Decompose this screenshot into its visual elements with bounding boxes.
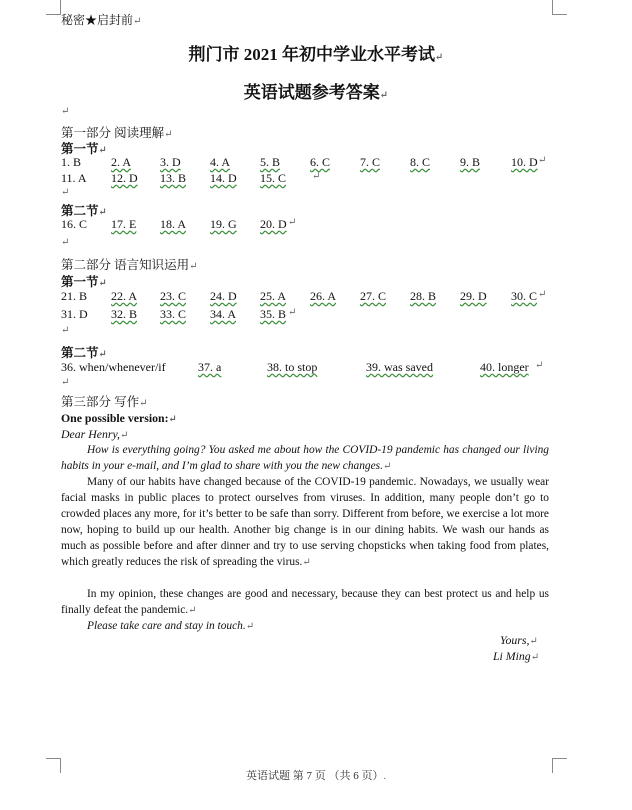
paragraph-mark: ↵ xyxy=(61,325,70,336)
answer-item: 33. C xyxy=(160,307,187,321)
answer-item: 6. C xyxy=(310,155,331,169)
answer-item: 32. B xyxy=(111,307,138,321)
answer-item: 4. A xyxy=(210,155,231,169)
answer-item: 23. C xyxy=(160,289,187,303)
essay-paragraph-4: Please take care and stay in touch.↵ xyxy=(87,620,255,632)
answer-item: 18. A xyxy=(160,217,187,231)
answer-item: 26. A xyxy=(310,289,337,303)
part1-section2-heading: 第二节↵ xyxy=(61,204,107,218)
answer-item: 37. a xyxy=(198,360,222,374)
answer-item: 11. A xyxy=(61,171,87,185)
answer-item: 2. A xyxy=(111,155,132,169)
part1-heading: 第一部分 阅读理解↵ xyxy=(61,126,173,140)
essay-paragraph-1: How is everything going? You asked me about how the COVID-19 pandemic has changed our living habits in your e-mail, and I’m glad to share with you the new changes.↵ xyxy=(61,444,549,472)
signature: Li Ming↵ xyxy=(493,649,540,663)
answer-row-21-30: 21. B 22. A 23. C 24. D 25. A 26. A 27. C 28. B 29. D 30. C ↵ xyxy=(61,289,547,303)
paragraph-mark: ↵ xyxy=(61,187,70,198)
answer-item: 36. when/whenever/if xyxy=(61,360,166,374)
answer-item: 31. D xyxy=(61,307,88,321)
paragraph-mark: ↵ xyxy=(61,377,70,388)
answer-item: 25. A xyxy=(260,289,287,303)
part1-section1-heading: 第一节↵ xyxy=(61,142,107,156)
answer-item: 8. C xyxy=(410,155,431,169)
answer-item: 30. C xyxy=(511,289,538,303)
answer-item: 13. B xyxy=(160,171,187,185)
answer-item: 19. G xyxy=(210,217,237,231)
closing: Yours,↵ xyxy=(500,633,538,647)
part3-heading: 第三部分 写作↵ xyxy=(61,395,148,409)
answer-row-31-35: 31. D 32. B 33. C 34. A 35. B ↵ xyxy=(61,307,297,321)
paragraph-mark: ↵ xyxy=(61,106,70,117)
answer-item: 10. D xyxy=(511,155,538,169)
answer-item: 14. D xyxy=(210,171,237,185)
secret-label: 秘密★启封前↵ xyxy=(61,13,142,27)
answer-item: 34. A xyxy=(210,307,237,321)
answer-item: 1. B xyxy=(61,155,82,169)
answer-item: 35. B xyxy=(260,307,287,321)
answer-item: 7. C xyxy=(360,155,381,169)
answer-item: 15. C xyxy=(260,171,287,185)
page-footer: 英语试题 第 7 页 （共 6 页）. xyxy=(246,770,386,782)
paragraph-mark: ↵ xyxy=(61,237,70,248)
page-subtitle: 英语试题参考答案↵ xyxy=(243,83,389,102)
answer-item: 29. D xyxy=(460,289,487,303)
crop-mark-top-left xyxy=(46,0,61,15)
answer-item: 16. C xyxy=(61,217,88,231)
answer-item: 28. B xyxy=(410,289,437,303)
part2-heading: 第二部分 语言知识运用↵ xyxy=(61,258,198,272)
answer-item: 12. D xyxy=(111,171,138,185)
answer-item: 20. D xyxy=(260,217,287,231)
answer-item: 24. D xyxy=(210,289,237,303)
answer-item: 21. B xyxy=(61,289,88,303)
essay-paragraph-2: Many of our habits have changed because of the COVID-19 pandemic. Nowadays, we usually wear facial masks in public places to protect ourselves from viruses. In addition, many people don’t go to crowded places any more, for it’s better to be safe than sorry. Different from before, we exercise a lot more now, hoping to build up our health. Another big change is in our dining habits. We wash our hands as much as possible before and after dinner and try to use serving chopsticks when taking food from plates, which greatly reduces the risk of spreading the virus.↵ xyxy=(61,476,549,568)
answer-item: 17. E xyxy=(111,217,137,231)
essay-paragraph-3: In my opinion, these changes are good and necessary, because they can best protect us and help us finally defeat the pandemic.↵ xyxy=(61,588,549,616)
answer-item: 9. B xyxy=(460,155,481,169)
answer-row-1-10: 1. B 2. A 3. D 4. A 5. B 6. C 7. C 8. C 9. B 10. D ↵ xyxy=(61,155,547,169)
answer-item: 27. C xyxy=(360,289,387,303)
page-title: 荆门市 2021 年初中学业水平考试↵ xyxy=(188,45,444,64)
answer-row-16-20: 16. C 17. E 18. A 19. G 20. D ↵ xyxy=(61,217,297,231)
answer-item: 22. A xyxy=(111,289,138,303)
version-label: One possible version:↵ xyxy=(61,411,177,425)
answer-item: 39. was saved xyxy=(366,360,433,374)
answer-row-11-15: 11. A 12. D 13. B 14. D 15. C ↵ xyxy=(61,171,321,185)
answer-item: 40. longer xyxy=(480,360,529,374)
answer-item: 5. B xyxy=(260,155,281,169)
salutation: Dear Henry,↵ xyxy=(61,427,129,441)
part2-section1-heading: 第一节↵ xyxy=(61,275,107,289)
answer-item: 3. D xyxy=(160,155,181,169)
answer-item: 38. to stop xyxy=(267,360,318,374)
answer-row-36-40: 36. when/whenever/if 37. a 38. to stop 39. was saved 40. longer ↵ xyxy=(61,360,544,374)
part2-section2-heading: 第二节↵ xyxy=(61,346,107,360)
crop-mark-top-right xyxy=(552,0,567,15)
